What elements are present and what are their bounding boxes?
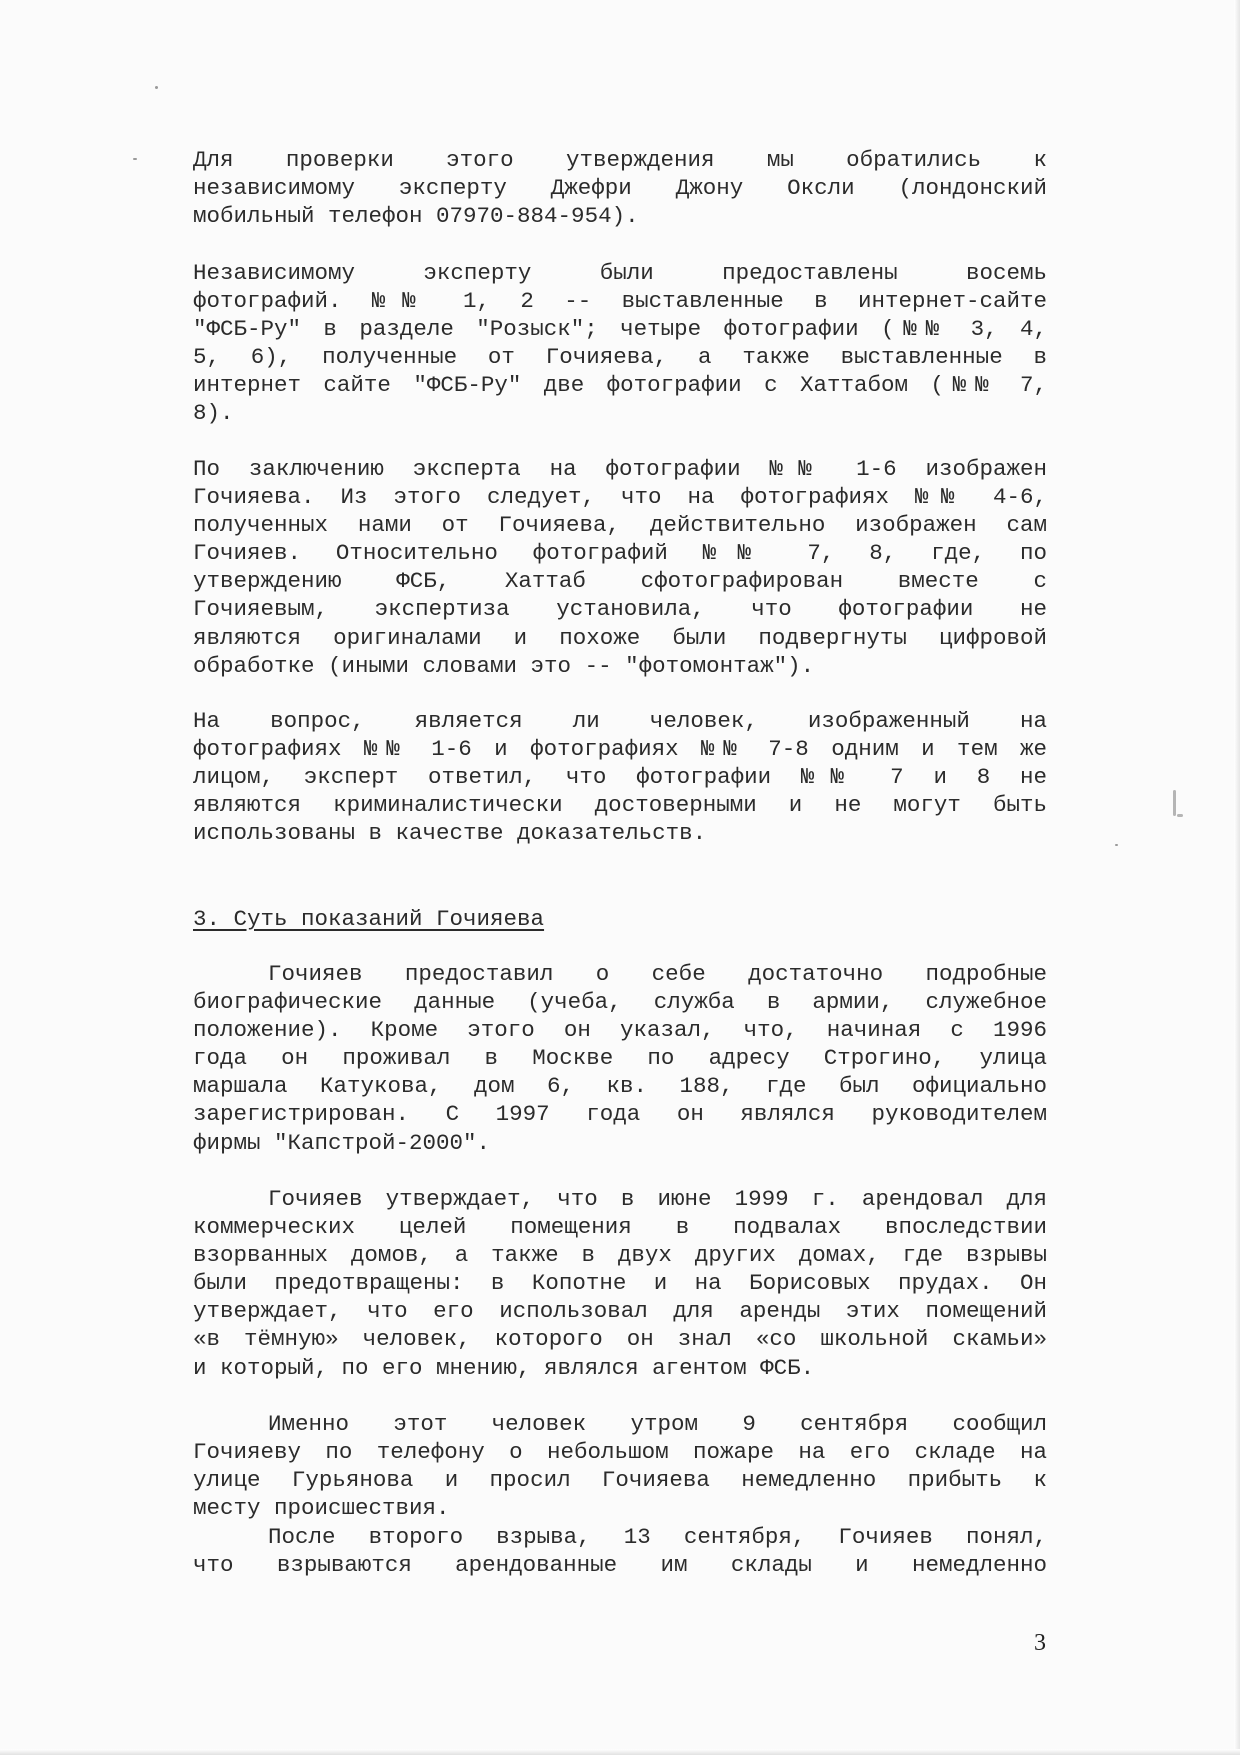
- paragraph: [193, 455, 1047, 680]
- text-line: улице Гурьянова и просил Гочияева немедленно прибыть к: [193, 1467, 1047, 1494]
- text-line: фотографиях №№ 1-6 и фотографиях №№ 7-8 одним и тем же: [193, 736, 1047, 763]
- text-line: маршала Катукова, дом 6, кв. 188, где был официально: [193, 1073, 1047, 1100]
- text-line: «в тёмную» человек, которого он знал «со школьной скамьи»: [193, 1326, 1047, 1353]
- paragraph: [193, 1523, 1047, 1579]
- paragraph: [193, 259, 1047, 428]
- text-line: 5, 6), полученные от Гочияева, а также выставленные в: [193, 344, 1047, 371]
- text-line: Гочияеву по телефону о небольшом пожаре на его складе на: [193, 1439, 1047, 1466]
- text-line: полученных нами от Гочияева, действительно изображен сам: [193, 512, 1047, 539]
- text-line: зарегистрирован. С 1997 года он являлся руководителем: [193, 1101, 1047, 1128]
- scan-speck: [155, 86, 158, 89]
- text-line: На вопрос, является ли человек, изображенный на: [193, 708, 1047, 734]
- text-line: лицом, эксперт ответил, что фотографии №№ 7 и 8 не: [193, 764, 1047, 791]
- text-line: обработке (иными словами это -- "фотомонтаж").: [193, 652, 815, 679]
- scan-mark: [1173, 790, 1176, 816]
- text-line: месту происшествия.: [193, 1495, 450, 1522]
- scan-speck: [1115, 844, 1118, 846]
- paragraph: [193, 707, 1047, 847]
- scan-mark: [1177, 814, 1183, 817]
- text-line: и который, по его мнению, являлся агентом ФСБ.: [193, 1354, 815, 1381]
- text-line: являются криминалистически достоверными и не могут быть: [193, 792, 1047, 819]
- paragraph: [193, 146, 1047, 230]
- text-line: положение). Кроме этого он указал, что, начиная с 1996: [193, 1017, 1047, 1044]
- text-line: фирмы "Капстрой-2000".: [193, 1129, 491, 1156]
- page-number: 3: [1034, 1630, 1046, 1656]
- text-line: Для проверки этого утверждения мы обратились к: [193, 147, 1047, 173]
- text-line: года он проживал в Москве по адресу Строгино, улица: [193, 1045, 1047, 1072]
- page-edge: [1234, 0, 1240, 1755]
- text-line: Гочияева. Из этого следует, что на фотографиях №№ 4-6,: [193, 484, 1047, 511]
- paragraph: [193, 1185, 1047, 1382]
- paragraph: [193, 1410, 1047, 1522]
- text-line: взорванных домов, а также в двух других домах, где взрывы: [193, 1242, 1047, 1269]
- text-line: "ФСБ-Ру" в разделе "Розыск"; четыре фотографии (№№ 3, 4,: [193, 316, 1047, 343]
- text-line: что взрываются арендованные им склады и немедленно: [193, 1552, 1047, 1579]
- text-line: Гочияев утверждает, что в июне 1999 г. арендовал для: [268, 1186, 1047, 1212]
- page-edge: [0, 1749, 1240, 1755]
- text-line: После второго взрыва, 13 сентября, Гочияев понял,: [268, 1524, 1047, 1550]
- text-line: 8).: [193, 400, 234, 427]
- text-line: использованы в качестве доказательств.: [193, 820, 707, 847]
- text-line: Именно этот человек утром 9 сентября сообщил: [268, 1411, 1047, 1437]
- text-line: коммерческих целей помещения в подвалах впоследствии: [193, 1214, 1047, 1241]
- text-line: Гочияев предоставил о себе достаточно подробные: [268, 961, 1047, 987]
- text-line: являются оригиналами и похоже были подвергнуты цифровой: [193, 624, 1047, 651]
- text-line: независимому эксперту Джефри Джону Оксли (лондонский: [193, 175, 1047, 202]
- text-line: утверждению ФСБ, Хаттаб сфотографирован вместе с: [193, 568, 1047, 595]
- text-line: Гочияевым, экспертиза установила, что фотографии не: [193, 596, 1047, 623]
- paragraph: [193, 960, 1047, 1157]
- text-line: фотографий. №№ 1, 2 -- выставленные в интернет-сайте: [193, 288, 1047, 315]
- text-line: биографические данные (учеба, служба в армии, служебное: [193, 989, 1047, 1016]
- scan-speck: [133, 158, 137, 160]
- text-line: Гочияев. Относительно фотографий №№ 7, 8, где, по: [193, 540, 1047, 567]
- section-heading: 3. Суть показаний Гочияева: [193, 906, 545, 932]
- text-line: интернет сайте "ФСБ-Ру" две фотографии с Хаттабом (№№ 7,: [193, 372, 1047, 399]
- text-line: По заключению эксперта на фотографии №№ 1-6 изображен: [193, 456, 1047, 482]
- text-line: были предотвращены: в Копотне и на Борисовых прудах. Он: [193, 1270, 1047, 1297]
- text-line: мобильный телефон 07970-884-954).: [193, 203, 639, 230]
- text-line: Независимому эксперту были предоставлены восемь: [193, 260, 1047, 286]
- text-line: утверждает, что его использовал для аренды этих помещений: [193, 1298, 1047, 1325]
